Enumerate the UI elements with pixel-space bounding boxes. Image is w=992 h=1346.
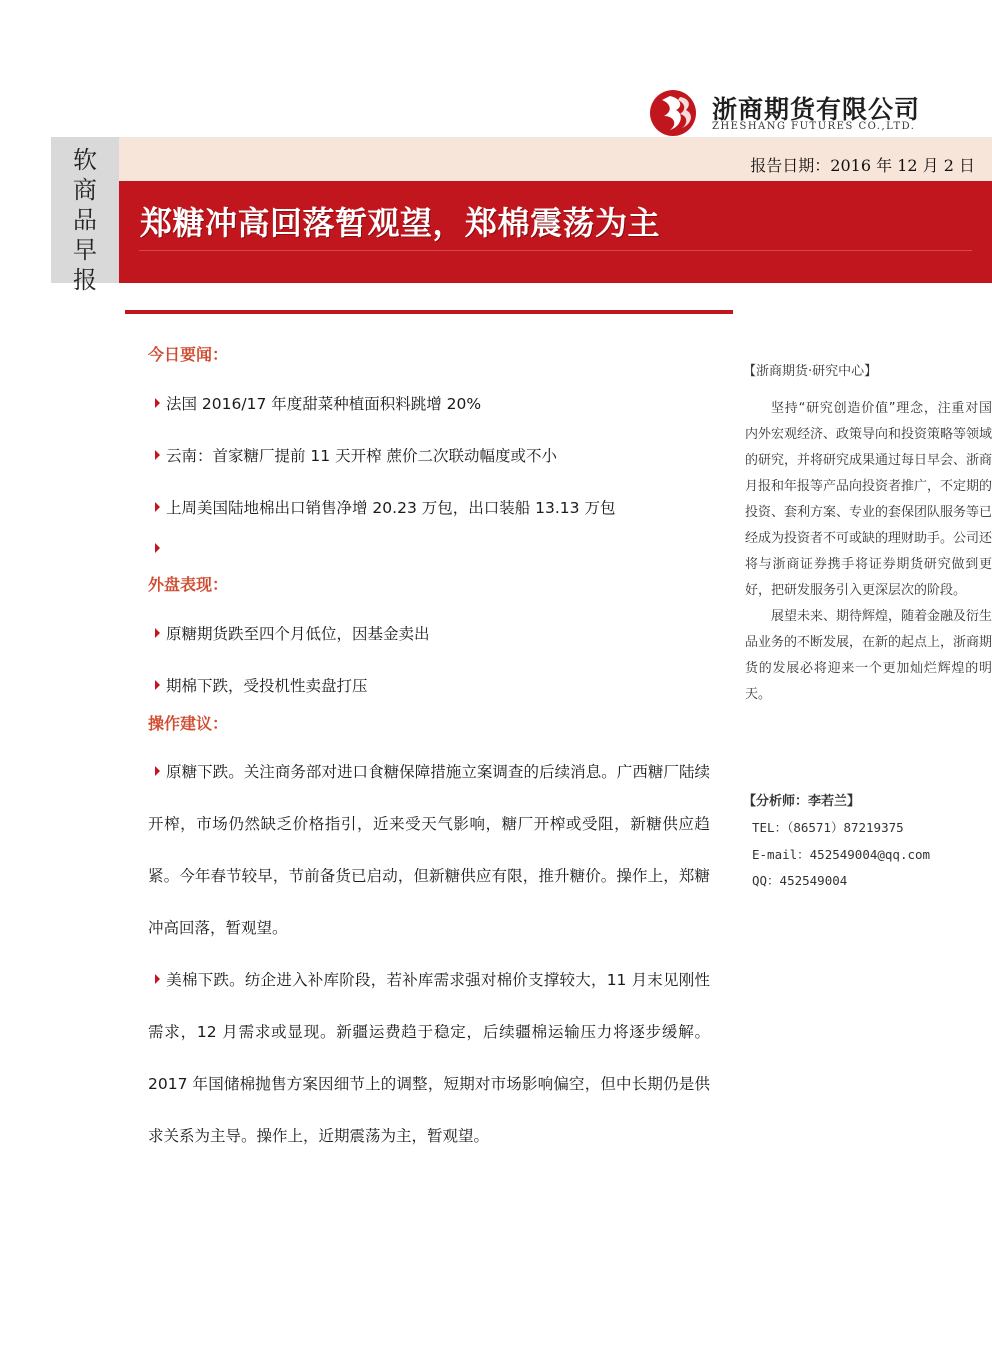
news-item bbox=[155, 444, 557, 466]
report-type-char: 报 bbox=[73, 266, 97, 294]
title-band bbox=[119, 181, 992, 283]
report-type-tab bbox=[51, 137, 119, 294]
bullet-arrow-icon bbox=[155, 766, 160, 776]
news-item-text: 云南：首家糖厂提前 11 天开榨 蔗价二次联动幅度或不小 bbox=[166, 447, 558, 465]
overseas-item bbox=[155, 622, 430, 644]
news-item bbox=[155, 392, 481, 414]
analyst-heading: 【分析师：李若兰】 bbox=[743, 794, 861, 809]
bullet-arrow-icon bbox=[155, 680, 160, 690]
company-name-cn: 浙商期货有限公司 bbox=[712, 95, 921, 124]
bullet-arrow-icon bbox=[155, 543, 160, 553]
analyst-qq: QQ：452549004 bbox=[752, 873, 848, 888]
overseas-heading: 外盘表现： bbox=[148, 575, 229, 594]
page-title: 郑糖冲高回落暂观望，郑棉震荡为主 bbox=[140, 204, 661, 242]
bullet-arrow-icon bbox=[155, 628, 160, 638]
analyst-email[interactable]: E-mail：452549004@qq.com bbox=[752, 847, 931, 862]
news-heading: 今日要闻： bbox=[148, 345, 229, 364]
overseas-item-text: 原糖期货跌至四个月低位，因基金卖出 bbox=[166, 625, 430, 643]
advice-text: 美棉下跌。纺企进入补库阶段，若补库需求强对棉价支撑较大，11 月末见刚性需求，12 月需求或显现。新疆运费趋于稳定，后续疆棉运输压力将逐步缓解。2017 年国储棉抛售方案因细节上的调整，短期对市场影响偏空，但中长期仍是供求关系为主导。操作上，近期震荡为主，暂观望。 bbox=[148, 971, 710, 1145]
company-name-en: ZHESHANG FUTURES CO.,LTD. bbox=[712, 121, 916, 132]
news-item bbox=[155, 540, 166, 558]
report-date: 报告日期：2016 年 12 月 2 日 bbox=[750, 156, 975, 175]
advice-heading: 操作建议： bbox=[148, 714, 229, 733]
report-type-char: 早 bbox=[73, 236, 97, 264]
advice-text: 原糖下跌。关注商务部对进口食糖保障措施立案调查的后续消息。广西糖厂陆续开榨，市场仍然缺乏价格指引，近来受天气影响，糖厂开榨或受阻，新糖供应趋紧。今年春节较早，节前备货已启动，但新糖供应有限，推升糖价。操作上，郑糖冲高回落，暂观望。 bbox=[148, 763, 710, 937]
bullet-arrow-icon bbox=[155, 502, 160, 512]
research-center-heading: 【浙商期货·研究中心】 bbox=[743, 364, 878, 379]
about-paragraph: 展望未来、期待辉煌，随着金融及衍生品业务的不断发展，在新的起点上，浙商期货的发展必将迎来一个更加灿烂辉煌的明天。 bbox=[745, 609, 992, 702]
research-center-about bbox=[745, 396, 992, 708]
report-type-char: 软 bbox=[73, 146, 97, 174]
report-type-char: 品 bbox=[73, 206, 97, 234]
date-band bbox=[119, 137, 992, 181]
overseas-item-text: 期棉下跌，受投机性卖盘打压 bbox=[166, 677, 368, 695]
news-item-text: 法国 2016/17 年度甜菜种植面积料跳增 20% bbox=[166, 395, 482, 413]
company-logo bbox=[648, 88, 938, 138]
title-divider bbox=[125, 310, 733, 314]
news-item bbox=[155, 496, 615, 518]
bullet-arrow-icon bbox=[155, 398, 160, 408]
news-item-text: 上周美国陆地棉出口销售净增 20.23 万包，出口装船 13.13 万包 bbox=[166, 499, 616, 517]
analyst-tel: TEL：（86571）87219375 bbox=[752, 820, 904, 835]
bullet-arrow-icon bbox=[155, 974, 160, 984]
zheshang-logo-icon bbox=[648, 88, 704, 138]
bullet-arrow-icon bbox=[155, 450, 160, 460]
report-type-char: 商 bbox=[73, 176, 97, 204]
advice-paragraph-sugar bbox=[148, 746, 710, 954]
report-type-label bbox=[51, 145, 119, 295]
about-paragraph: 坚持“研究创造价值”理念，注重对国内外宏观经济、政策导向和投资策略等领域的研究，并将研究成果通过每日早会、浙商月报和年报等产品向投资者推广，不定期的投资、套利方案、专业的套保团队服务等已经成为投资者不可或缺的理财助手。公司还将与浙商证券携手将证券期货研究做到更好，把研发服务引入更深层次的阶段。 bbox=[745, 401, 992, 598]
advice-paragraph-cotton bbox=[148, 954, 710, 1162]
overseas-item bbox=[155, 674, 368, 696]
